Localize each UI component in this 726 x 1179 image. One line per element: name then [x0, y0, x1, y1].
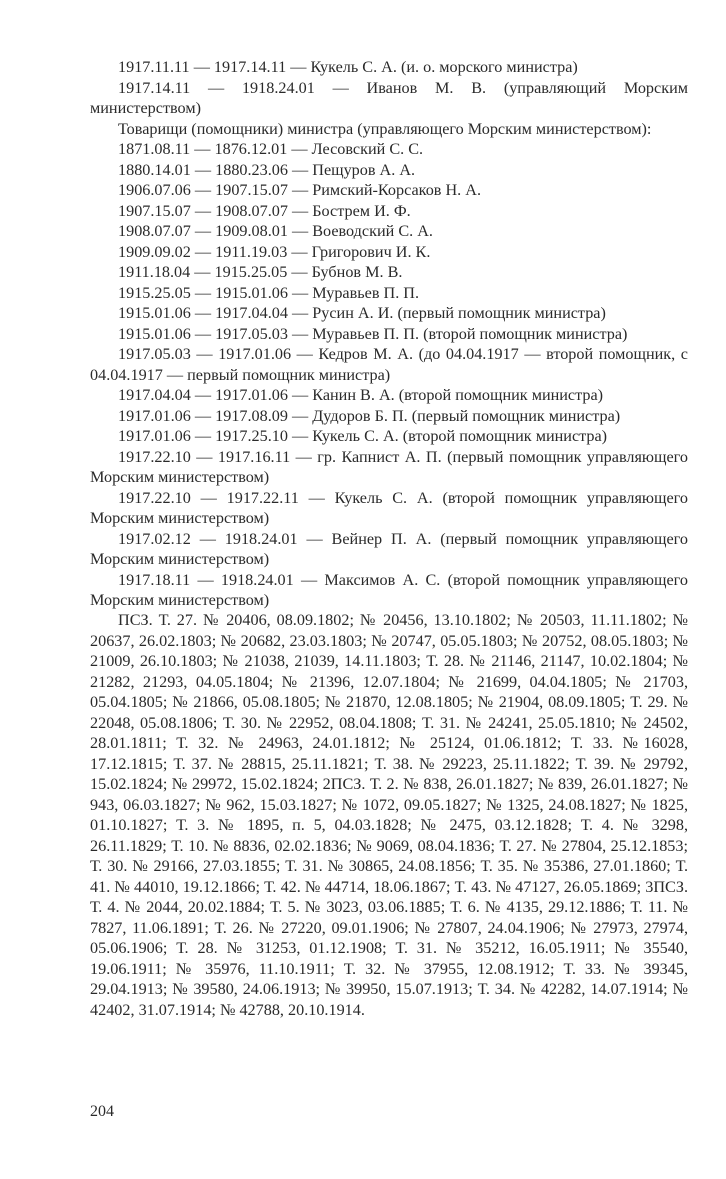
- list-item: 1907.15.07 — 1908.07.07 — Бострем И. Ф.: [118, 201, 411, 220]
- list-item: 1917.14.11 — 1918.24.01 — Иванов М. В. (управляющий Морским министерством): [90, 78, 688, 117]
- page-number: 204: [90, 1103, 114, 1120]
- list-item: 1911.18.04 — 1915.25.05 — Бубнов М. В.: [118, 263, 403, 281]
- appointments-list: [90, 57, 688, 611]
- list-item: 1917.04.04 — 1917.01.06 — Канин В. А. (второй помощник министра): [118, 386, 604, 404]
- list-item: 1917.01.06 — 1917.08.09 — Дудоров Б. П. (первый помощник министра): [118, 406, 621, 425]
- section-heading: Товарищи (помощники) министра (управляющего Морским министерством):: [118, 119, 652, 138]
- list-item: 1917.18.11 — 1918.24.01 — Максимов А. С. (второй помощник управляющего Морским министерством): [90, 570, 688, 609]
- list-item: 1915.01.06 — 1917.05.03 — Муравьев П. П. (второй помощник министра): [118, 324, 628, 343]
- list-item: 1917.22.10 — 1917.16.11 — гр. Капнист А. П. (первый помощник управляющего Морским министерством): [90, 447, 688, 486]
- list-item: 1917.01.06 — 1917.25.10 — Кукель С. А. (второй помощник министра): [118, 427, 608, 445]
- list-item: 1880.14.01 — 1880.23.06 — Пещуров А. А.: [118, 160, 416, 179]
- list-item: 1917.22.10 — 1917.22.11 — Кукель С. А. (второй помощник управляющего Морским министерством): [90, 488, 688, 527]
- list-item: 1908.07.07 — 1909.08.01 — Воеводский С. А.: [118, 222, 433, 240]
- sources-paragraph: ПСЗ. Т. 27. № 20406, 08.09.1802; № 20456, 13.10.1802; № 20503, 11.11.1802; № 20637, 26.02.1803; № 20682, 23.03.1803; № 20747, 05.05.1803; № 20752, 08.05.1803; № 21009, 26.10.1803; № 21038, 21039, 14.11.1803; Т. 28. № 21146, 21147, 10.02.1804; № 21282, 21293, 04.05.1804; № 21396, 12.07.1804; № 21699, 04.04.1805; № 21703, 05.04.1805; № 21866, 05.08.1805; № 21870, 12.08.1805; № 21904, 08.09.1805; Т. 29. № 22048, 05.08.1806; Т. 30. № 22952, 08.04.1808; Т. 31. № 24241, 25.05.1810; № 24502, 28.01.1811; Т. 32. № 24963, 24.01.1812; № 25124, 01.06.1812; Т. 33. №16028, 17.12.1815; Т. 37. № 28815, 25.11.1821; Т. 38. № 29223, 25.11.1822; Т. 39. № 29792, 15.02.1824; № 29972, 15.02.1824; 2ПСЗ. Т. 2. № 838, 26.01.1827; № 839, 26.01.1827; № 943, 06.03.1827; № 962, 15.03.1827; № 1072, 09.05.1827; № 1325, 24.08.1827; № 1825, 01.10.1827; Т. 3. № 1895, п. 5, 04.03.1828; № 2475, 03.12.1828; Т. 4. № 3298, 26.11.1829; Т. 10. № 8836, 02.02.1836; № 9069, 08.04.1836; Т. 27. № 27804, 25.12.1853; Т. 30. № 29166, 27.03.1855; Т. 31. № 30865, 24.08.1856; Т. 35. № 35386, 27.01.1860; Т. 41. № 44010, 19.12.1866; Т. 42. № 44714, 18.06.1867; Т. 43. № 47127, 26.05.1869; 3ПСЗ. Т. 4. № 2044, 20.02.1884; Т. 5. № 3023, 03.06.1885; Т. 6. № 4135, 29.12.1886; Т. 11. № 7827, 11.06.1891; Т. 26. № 27220, 09.01.1906; № 27807, 24.04.1906; № 27973, 27974, 05.06.1906; Т. 28. № 31253, 01.12.1908; Т. 31. № 35212, 16.05.1911; № 35540, 19.06.1911; № 35976, 11.10.1911; Т. 32. № 37955, 12.08.1912; Т. 33. № 39345, 29.04.1913; № 39580, 24.06.1913; № 39950, 15.07.1913; Т. 34. № 42282, 14.07.1914; № 42402, 31.07.1914; № 42788, 20.10.1914.: [90, 611, 688, 1019]
- list-item: 1871.08.11 — 1876.12.01 — Лесовский С. С.: [118, 140, 424, 158]
- list-item: 1915.25.05 — 1915.01.06 — Муравьев П. П.: [118, 283, 420, 302]
- list-item: 1917.05.03 — 1917.01.06 — Кедров М. А. (до 04.04.1917 — второй помощник, с 04.04.1917 — первый помощник министра): [90, 345, 688, 384]
- list-item: 1909.09.02 — 1911.19.03 — Григорович И. К.: [118, 242, 431, 261]
- list-item: 1906.07.06 — 1907.15.07 — Римский-Корсаков Н. А.: [118, 181, 482, 199]
- list-item: 1915.01.06 — 1917.04.04 — Русин А. И. (первый помощник министра): [118, 304, 606, 322]
- list-item: 1917.11.11 — 1917.14.11 — Кукель С. А. (и. о. морского министра): [118, 58, 578, 76]
- list-item: 1917.02.12 — 1918.24.01 — Вейнер П. А. (первый помощник управляющего Морским министерством): [90, 529, 688, 568]
